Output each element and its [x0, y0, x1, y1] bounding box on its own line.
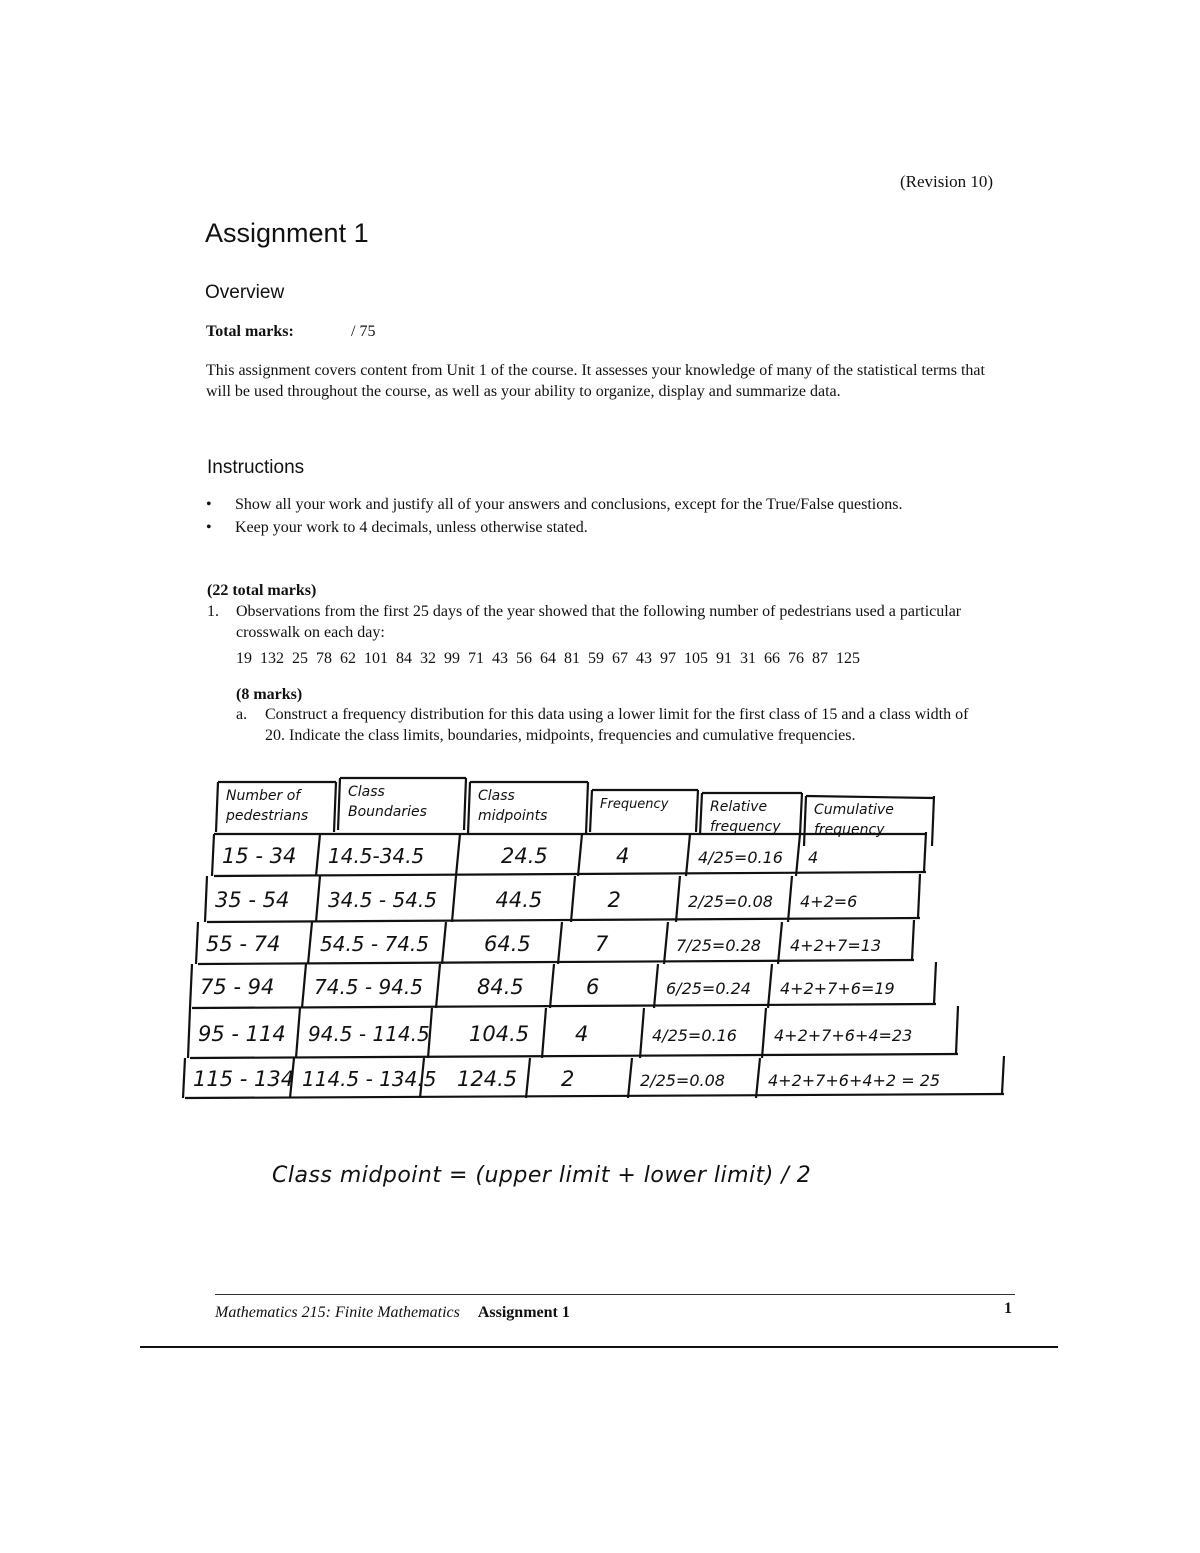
table-line	[308, 922, 312, 964]
page-title: Assignment 1	[205, 218, 369, 248]
table-cell: 114.5 - 134.5	[302, 1067, 437, 1091]
table-line	[190, 964, 192, 1008]
table-header-cell: frequency	[814, 822, 885, 838]
table-line	[654, 964, 658, 1008]
table-cell: 4/25=0.16	[698, 848, 783, 867]
table-text	[193, 784, 940, 1091]
table-line	[188, 1008, 190, 1058]
table-cell: 4+2=6	[800, 892, 858, 911]
table-line	[192, 1004, 936, 1008]
table-line	[452, 876, 456, 922]
table-cell: 4+2+7=13	[790, 936, 882, 955]
table-line	[183, 1058, 185, 1098]
part-a-text: Construct a frequency distribution for this data using a lower limit for the first class of 15 and a class width of 20. Indicate the class limits, boundaries, midpoints, frequencies and cumulative frequencies.	[265, 706, 969, 744]
table-line	[778, 922, 782, 964]
table-cell: 95 - 114	[198, 1022, 286, 1046]
table-line	[190, 1054, 958, 1058]
bullet-icon: •	[206, 496, 212, 513]
bullet-icon: •	[206, 519, 212, 536]
table-line	[198, 960, 914, 964]
table-cell: 2	[607, 888, 621, 912]
table-cell: 34.5 - 54.5	[328, 888, 437, 912]
table-cell: 75 - 94	[200, 975, 275, 999]
table-line	[676, 876, 680, 922]
table-line	[468, 782, 470, 834]
question1-marks: (22 total marks)	[207, 582, 317, 599]
table-cell: 84.5	[477, 975, 524, 999]
table-line	[338, 778, 340, 830]
table-line	[796, 834, 800, 876]
table-cell: 2/25=0.08	[688, 892, 773, 911]
table-header-cell: pedestrians	[226, 808, 309, 824]
table-cell: 35 - 54	[215, 888, 290, 912]
table-line	[302, 964, 306, 1008]
table-cell: 4	[616, 844, 630, 868]
instruction-text: Keep your work to 4 decimals, unless otherwise stated.	[235, 519, 588, 536]
table-line	[185, 1094, 1004, 1098]
part-a-letter: a.	[236, 706, 248, 723]
table-line	[316, 876, 320, 922]
table-cell: 2	[561, 1067, 575, 1091]
table-cell: 7	[595, 932, 609, 956]
table-header-cell: Number of	[226, 788, 301, 804]
table-line	[918, 874, 920, 918]
table-line	[456, 834, 460, 876]
table-line	[442, 922, 446, 964]
table-header-cell: frequency	[710, 819, 781, 835]
table-line	[214, 872, 926, 876]
table-cell: 6	[586, 975, 600, 999]
table-line	[932, 796, 934, 846]
table-line	[464, 778, 466, 830]
footer	[215, 1304, 570, 1322]
table-line	[912, 920, 914, 960]
table-line	[550, 964, 554, 1008]
table-line	[686, 834, 690, 876]
table-line	[216, 782, 218, 832]
table-cell: 64.5	[484, 932, 531, 956]
table-line	[558, 922, 562, 964]
table-header-cell: Class	[348, 784, 385, 800]
bottom-divider	[140, 1346, 1058, 1348]
total-marks-label: Total marks:	[206, 323, 294, 340]
table-line	[296, 1008, 300, 1058]
instructions-heading: Instructions	[207, 457, 305, 478]
table-cell: 2/25=0.08	[640, 1071, 725, 1090]
table-header-cell: Boundaries	[348, 804, 427, 820]
table-cell: 74.5 - 94.5	[314, 975, 423, 999]
footer-course: Mathematics 215: Finite Mathematics	[215, 1304, 460, 1321]
table-cell: 55 - 74	[206, 932, 281, 956]
table-cell: 15 - 34	[222, 844, 297, 868]
table-cell: 44.5	[495, 888, 543, 912]
table-line	[196, 922, 198, 964]
overview-paragraph: This assignment covers content from Unit 1 of the course. It assesses your knowledge of many of the statistical terms that will be used throughout the course, as well as your ability to organize, display and summarize data.	[206, 362, 985, 400]
table-cell: 54.5 - 74.5	[320, 932, 429, 956]
page-number: 1	[1004, 1300, 1012, 1317]
table-line	[212, 834, 214, 876]
table-cell: 14.5-34.5	[328, 844, 425, 868]
table-line	[806, 796, 934, 798]
table-cell: 4+2+7+6+4=23	[774, 1026, 913, 1045]
part-a-marks: (8 marks)	[236, 686, 303, 703]
table-line	[762, 1008, 766, 1058]
table-line	[800, 793, 802, 835]
table-line	[205, 876, 207, 922]
table-cell: 4/25=0.16	[652, 1026, 737, 1045]
table-cell: 6/25=0.24	[666, 979, 751, 998]
table-line	[334, 782, 336, 832]
table-cell: 24.5	[501, 844, 548, 868]
overview-heading: Overview	[205, 282, 285, 303]
table-line	[956, 1006, 958, 1054]
table-line	[768, 964, 772, 1008]
table-cell: 4+2+7+6=19	[780, 979, 895, 998]
table-header-cell: Cumulative	[814, 802, 894, 818]
table-line	[542, 1008, 546, 1058]
table-line	[1002, 1056, 1004, 1094]
table-line	[590, 790, 592, 832]
table-line	[526, 1058, 530, 1098]
table-header-cell: midpoints	[478, 808, 548, 824]
total-marks-value: / 75	[351, 323, 376, 340]
table-line	[207, 918, 920, 922]
table-line	[700, 793, 702, 835]
table-cell: 4	[808, 848, 819, 867]
question1-data: 19 132 25 78 62 101 84 32 99 71 43 56 64 81 59 67 43 97 105 91 31 66 76 87 125	[236, 650, 860, 667]
table-cell: 104.5	[469, 1022, 530, 1046]
footer-divider	[215, 1294, 1015, 1295]
table-cell: 94.5 - 114.5	[308, 1022, 430, 1046]
table-line	[640, 1008, 644, 1058]
table-line	[804, 796, 806, 846]
table-line	[436, 964, 440, 1008]
question1-number: 1.	[207, 603, 219, 620]
table-line	[316, 834, 320, 876]
table-line	[924, 832, 926, 872]
midpoint-formula: Class midpoint = (upper limit + lower limit) / 2	[272, 1163, 812, 1188]
footer-assignment: Assignment 1	[477, 1304, 570, 1321]
table-line	[628, 1058, 632, 1098]
table-line	[696, 790, 698, 832]
table-cell: 124.5	[457, 1067, 518, 1091]
table-cell: 4	[575, 1022, 589, 1046]
table-line	[571, 876, 575, 922]
table-line	[578, 834, 582, 876]
question1-text: Observations from the first 25 days of the year showed that the following number of pedestrians used a particular crosswalk on each day:	[236, 603, 962, 641]
table-line	[756, 1058, 760, 1098]
table-header-cell: Relative	[710, 799, 768, 815]
table-cell: 115 - 134	[193, 1067, 295, 1091]
table-line	[586, 782, 588, 834]
table-line	[664, 922, 668, 964]
table-cell: 7/25=0.28	[676, 936, 761, 955]
instruction-text: Show all your work and justify all of your answers and conclusions, except for the True/False questions.	[235, 496, 903, 513]
revision-label: (Revision 10)	[900, 172, 994, 191]
table-header-cell: Frequency	[600, 797, 669, 812]
table-line	[934, 962, 936, 1004]
table-line	[788, 876, 792, 922]
table-header-cell: Class	[478, 788, 515, 804]
table-cell: 4+2+7+6+4+2 = 25	[768, 1071, 941, 1090]
